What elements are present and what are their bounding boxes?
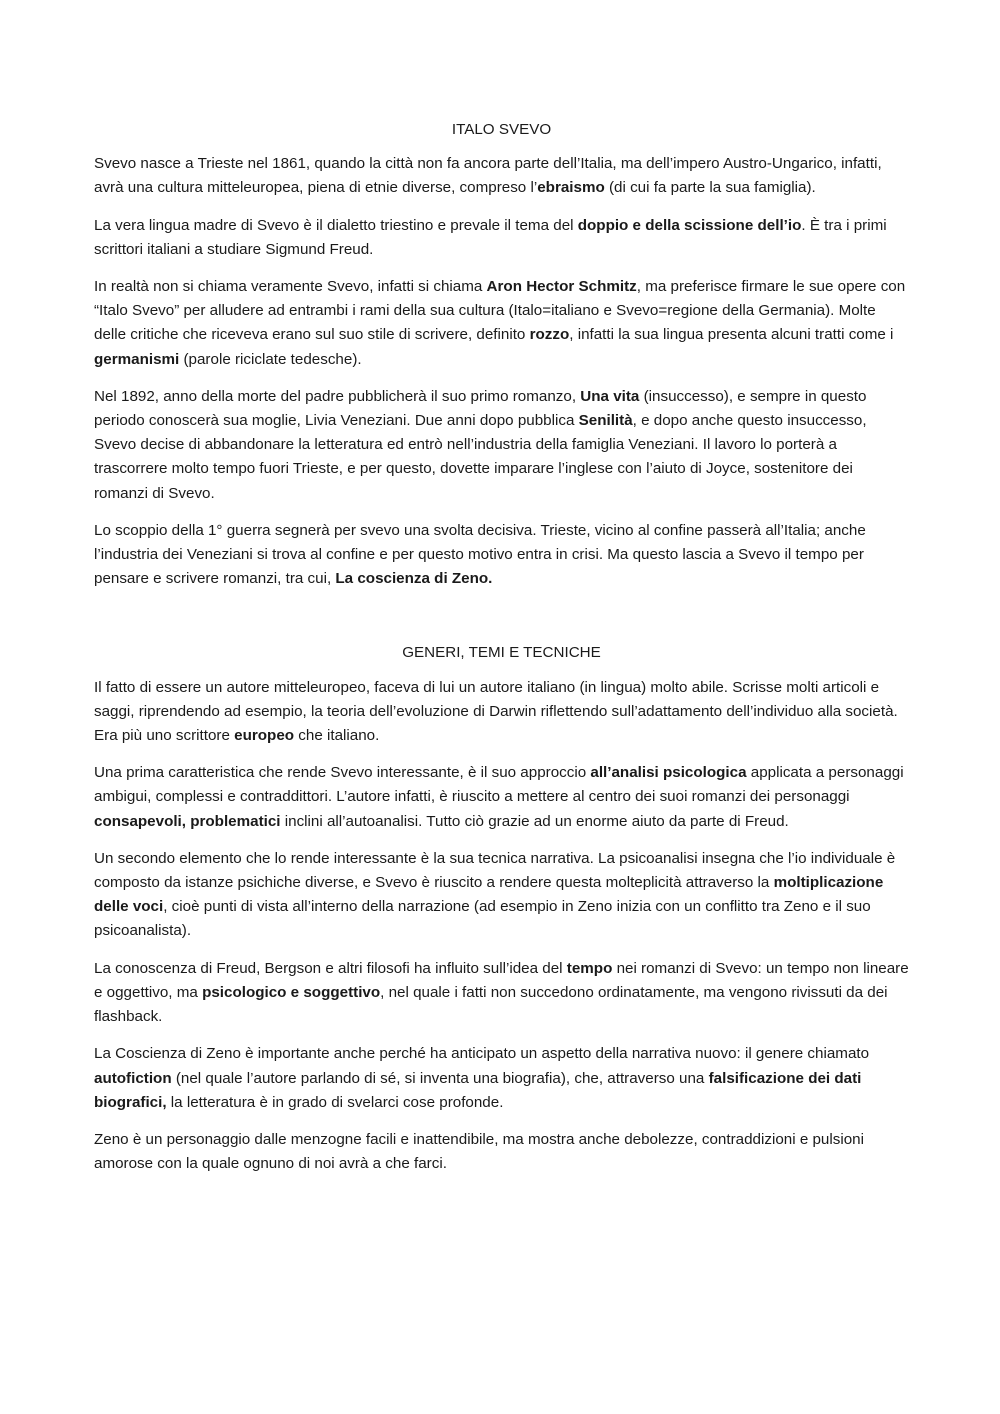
section-genres-themes (94, 641, 909, 1176)
bold-text: Aron Hector Schmitz (486, 278, 637, 296)
text-run: Svevo nasce a Trieste nel 1861, quando la città non fa ancora parte dell’Italia, ma dell’impero Austro-Ungarico, infatti, avrà una cultura mitteleuropea, piena di etnie diverse, compreso l’ (94, 155, 882, 197)
bold-text: moltiplicazione delle voci (94, 874, 884, 916)
bold-text: consapevoli, problematici (94, 812, 281, 830)
text-run: inclini all’autoanalisi. Tutto ciò grazie ad un enorme aiuto da parte di Freud. (280, 812, 789, 830)
text-run: Nel 1892, anno della morte del padre pubblicherà il suo primo romanzo, (94, 387, 581, 405)
bold-text: autofiction (94, 1069, 172, 1087)
text-run: nei romanzi di Svevo: un tempo non lineare e oggettivo, ma (94, 959, 909, 1001)
text-run: , nel quale i fatti non succedono ordinatamente, ma vengono rivissuti da dei flashback. (94, 983, 888, 1026)
paragraph (94, 275, 909, 372)
text-run: La conoscenza di Freud, Bergson e altri filosofi ha influito sull’idea del (94, 959, 567, 977)
text-run: (di cui fa parte la sua famiglia). (604, 179, 816, 197)
text-run: (parole riciclate tedesche). (179, 350, 362, 368)
bold-text: rozzo (529, 326, 570, 344)
bold-text: Senilità (578, 412, 633, 430)
bold-text: europeo (234, 727, 295, 745)
paragraph (94, 676, 909, 749)
bold-text: doppio e della scissione dell’io (577, 216, 802, 234)
paragraph (94, 152, 909, 200)
paragraph (94, 761, 909, 834)
text-run: la letteratura è in grado di svelarci cose profonde. (166, 1093, 504, 1111)
text-run: Zeno è un personaggio dalle menzogne facili e inattendibile, ma mostra anche debolezze, contraddizioni e pulsioni amorose con la quale ognuno di noi avrà a che farci. (94, 1130, 864, 1173)
section-title: ITALO SVEVO (451, 121, 552, 138)
text-run: Il fatto di essere un autore mitteleuropeo, faceva di lui un autore italiano (in lingua) molto abile. Scrisse molti articoli e saggi, riprendendo ad esempio, la teoria dell’evoluzione di Darwin riflettendo sull’adattamento dell’individuo alla società. Era più uno scrittore (94, 678, 898, 745)
text-run: . È tra i primi scrittori italiani a studiare Sigmund Freud. (94, 216, 887, 258)
bold-text: La coscienza di Zeno. (335, 570, 493, 588)
text-run: (insuccesso), e sempre in questo periodo conoscerà sua moglie, Livia Veneziani. Due anni dopo pubblica (94, 387, 867, 430)
bold-text: tempo (566, 959, 613, 977)
paragraph (94, 214, 909, 262)
text-run: applicata a personaggi ambigui, complessi e contraddittori. L’autore infatti, è riuscito a mettere al centro dei suoi romanzi dei personaggi (94, 764, 904, 806)
document-page (94, 118, 909, 1189)
text-run: (nel quale l’autore parlando di sé, si inventa una biografia), che, attraverso una (171, 1069, 709, 1087)
paragraph (94, 519, 909, 592)
paragraph (94, 957, 909, 1030)
text-run: che italiano. (294, 727, 380, 745)
section-biography (94, 118, 909, 591)
text-run: Un secondo elemento che lo rende interessante è la sua tecnica narrativa. La psicoanalisi insegna che l’io individuale è composto da istanze psichiche diverse, e Svevo è riuscito a rendere questa molteplicità attraverso la (94, 849, 896, 892)
bold-text: germanismi (94, 350, 180, 368)
text-run: , cioè punti di vista all’interno della narrazione (ad esempio in Zeno inizia con un conflitto tra Zeno e il suo psicoanalista). (94, 898, 871, 940)
section-title: GENERI, TEMI E TECNICHE (402, 644, 601, 662)
bold-text: falsificazione dei dati biografici, (94, 1069, 862, 1111)
paragraph (94, 385, 909, 506)
text-run: Una prima caratteristica che rende Svevo interessante, è il suo approccio (94, 764, 591, 782)
bold-text: all’analisi psicologica (590, 764, 747, 782)
paragraph (94, 1042, 909, 1115)
bold-text: Una vita (580, 387, 640, 405)
text-run: , ma preferisce firmare le sue opere con “Italo Svevo” per alludere ad entrambi i rami della sua cultura (Italo=italiano e Svevo=regione della Germania). Molte delle critiche che riceveva erano sul suo stile di scrivere, definito (94, 278, 906, 344)
text-run: Lo scoppio della 1° guerra segnerà per svevo una svolta decisiva. Trieste, vicino al confine passerà all’Italia; anche l’industria dei Veneziani si trova al confine e per questo motivo entra in crisi. Ma questo lascia a Svevo il tempo per pensare e scrivere romanzi, tra cui, (94, 521, 866, 588)
text-run: La vera lingua madre di Svevo è il dialetto triestino e prevale il tema del (94, 216, 578, 234)
bold-text: ebraismo (537, 179, 605, 197)
text-run: La Coscienza di Zeno è importante anche perché ha anticipato un aspetto della narrativa nuovo: il genere chiamato (94, 1045, 870, 1063)
paragraph (94, 1128, 909, 1176)
text-run: , infatti la sua lingua presenta alcuni tratti come i (569, 326, 894, 344)
text-run: , e dopo anche questo insuccesso, Svevo decise di abbandonare la letteratura ed entrò nell’industria della famiglia Veneziani. Il lavoro lo porterà a trascorrere molto tempo fuori Trieste, e per questo, dovette imparare l’inglese con l’aiuto di Joyce, sostenitore dei romanzi di Svevo. (94, 412, 867, 502)
bold-text: psicologico e soggettivo (202, 983, 381, 1001)
paragraph (94, 847, 909, 944)
text-run: In realtà non si chiama veramente Svevo, infatti si chiama (94, 278, 487, 296)
